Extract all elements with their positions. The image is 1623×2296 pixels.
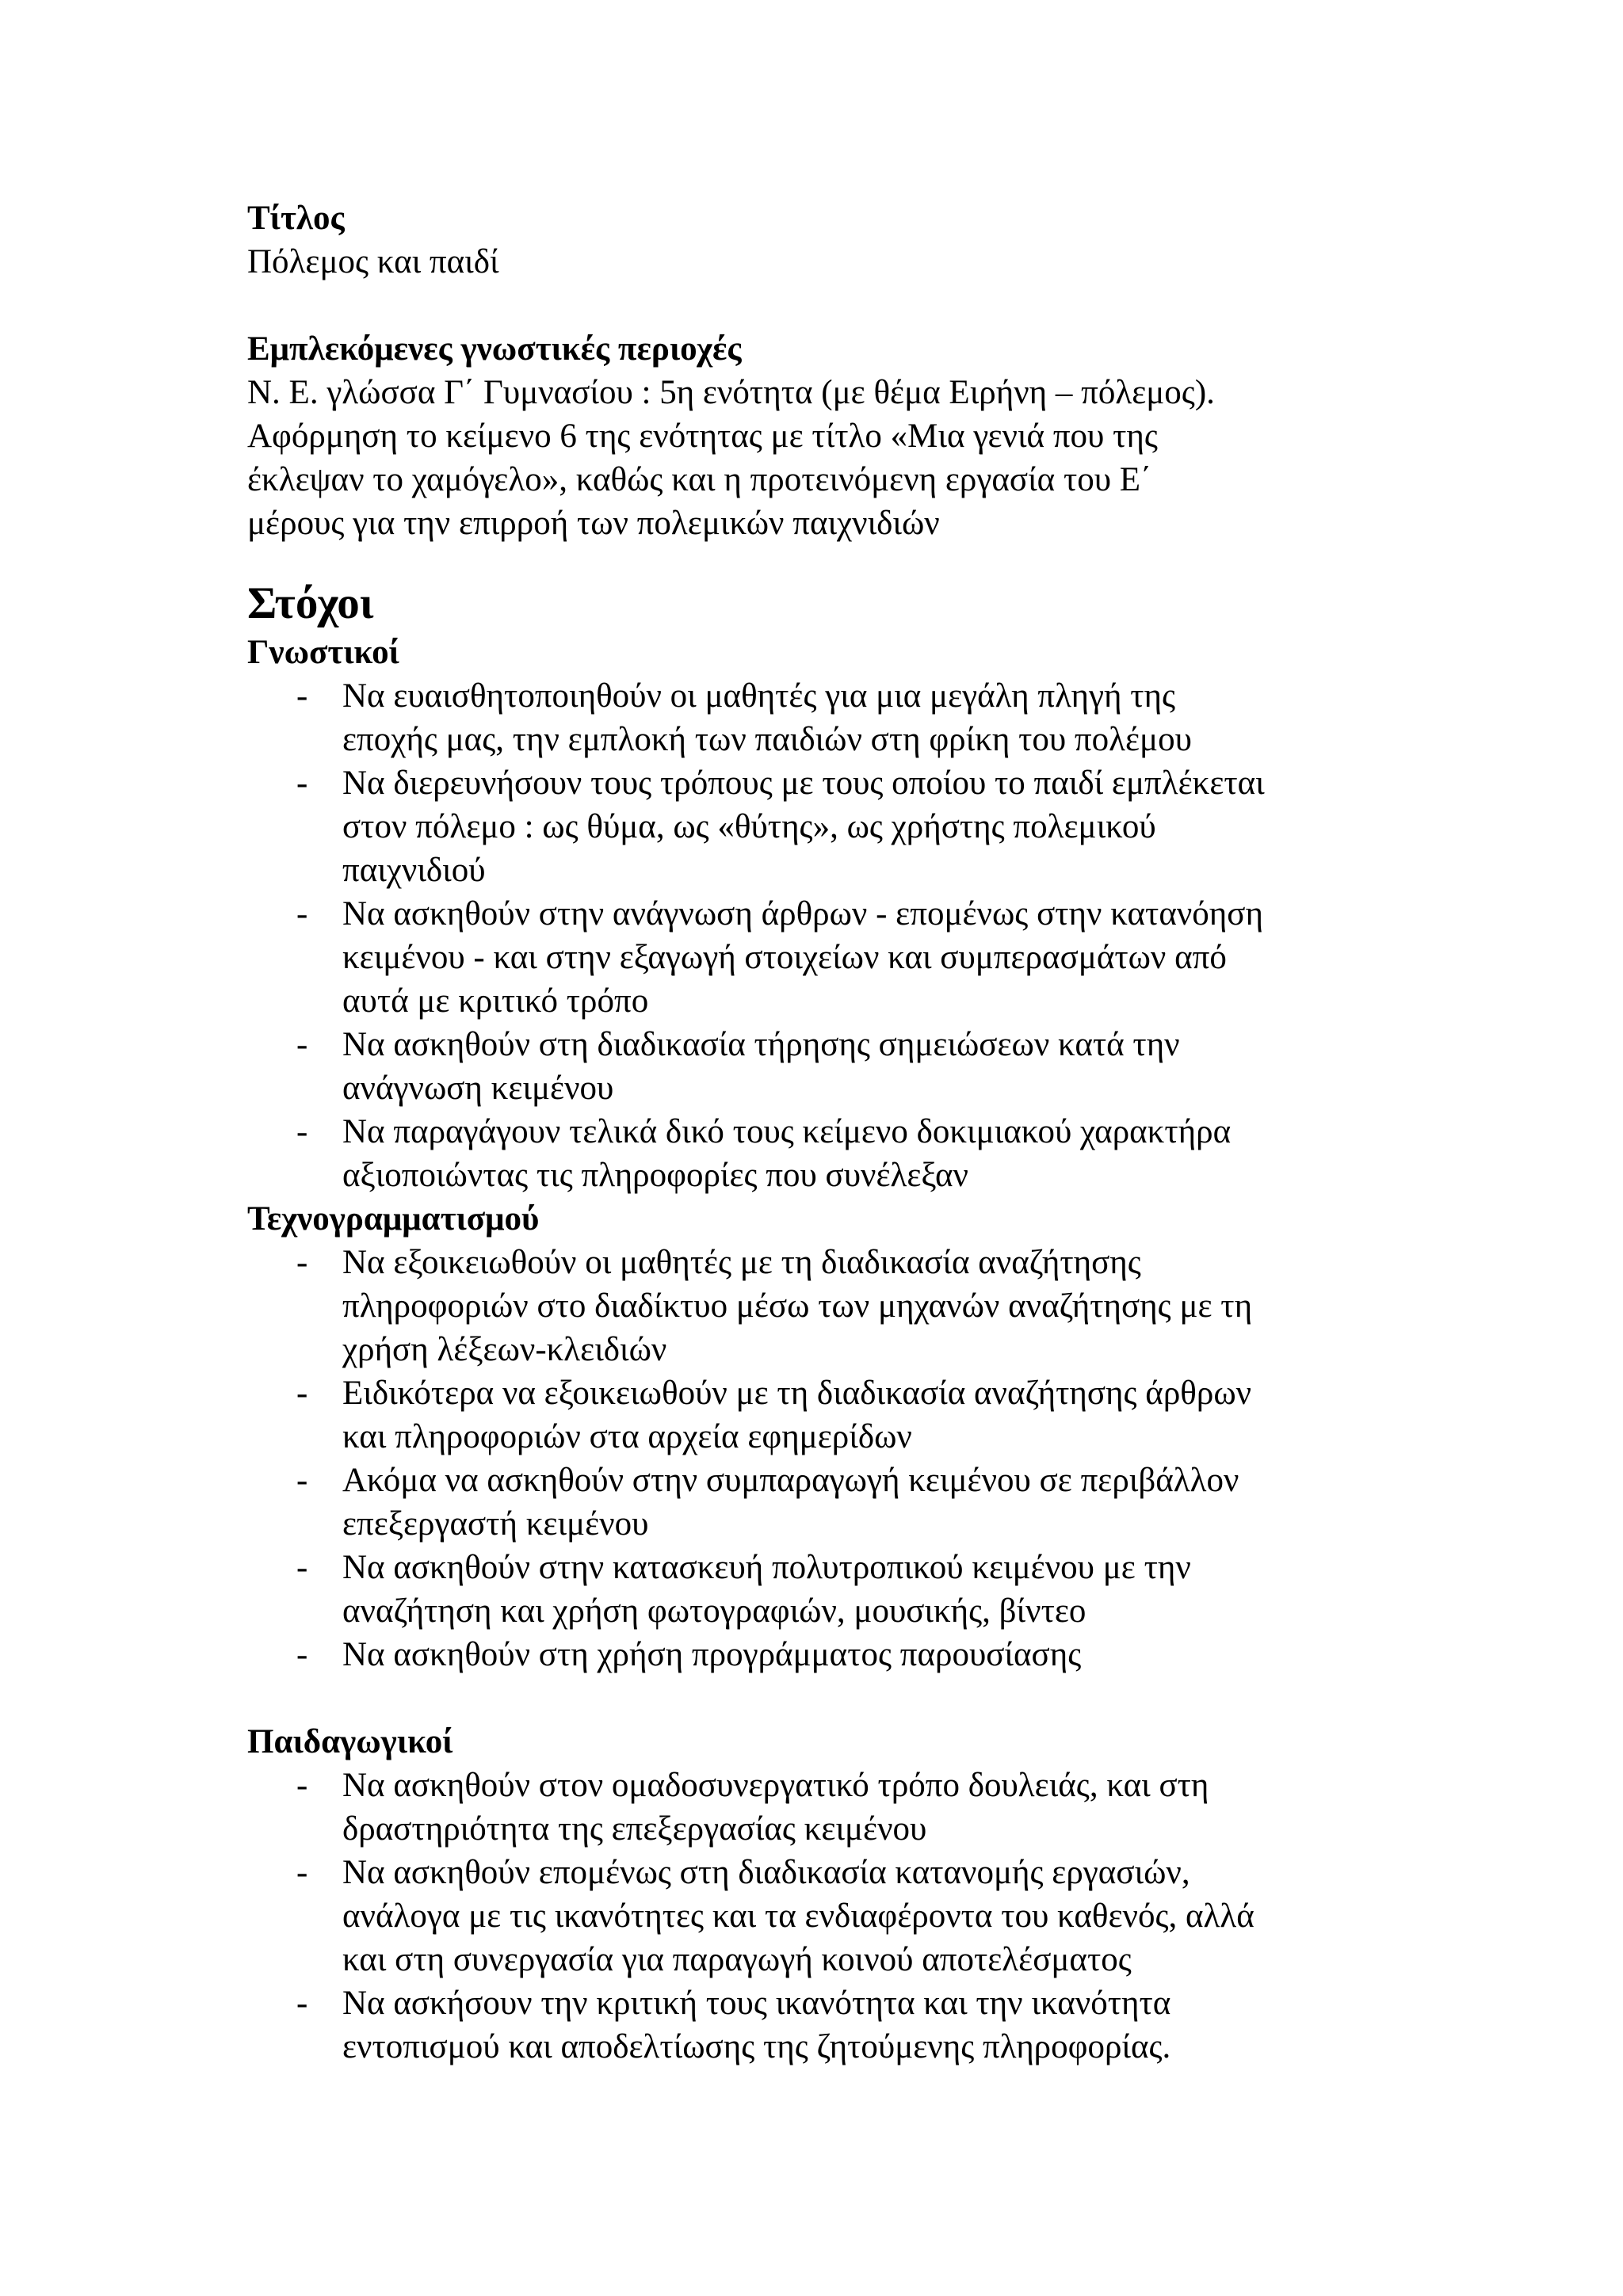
cognitive-heading: Γνωστικοί xyxy=(247,634,400,671)
list-item-line: Να ασκηθούν επομένως στη διαδικασία κατανομής εργασιών, xyxy=(342,1854,1190,1891)
list-item xyxy=(247,892,1436,1023)
dash-bullet: - xyxy=(296,1462,308,1499)
list-item-line: Να ασκηθούν στην κατασκευή πολυτροπικού κειμένου με την xyxy=(342,1549,1191,1586)
list-item-line: Να ασκήσουν την κριτική τους ικανότητα και την ικανότητα xyxy=(342,1985,1171,2022)
list-item-line: επεξεργαστή κειμένου xyxy=(342,1505,649,1543)
list-item xyxy=(247,1110,1436,1197)
dash-bullet: - xyxy=(296,895,308,933)
list-item-line: Να ασκηθούν στη χρήση προγράμματος παρουσίασης xyxy=(342,1636,1082,1673)
list-item-line: Να ασκηθούν στην ανάγνωση άρθρων - επομένως στην κατανόηση xyxy=(342,895,1263,933)
list-item xyxy=(247,761,1436,892)
areas-line: μέρους για την επιρροή των πολεμικών παιχνιδιών xyxy=(247,505,940,542)
list-item-line: Να ασκηθούν στον ομαδοσυνεργατικό τρόπο δουλειάς, και στη xyxy=(342,1767,1209,1804)
list-item-line: παιχνιδιού xyxy=(342,852,486,889)
list-item-line: κειμένου - και στην εξαγωγή στοιχείων και συμπερασμάτων από xyxy=(342,939,1227,976)
cognitive-list xyxy=(247,674,1436,1197)
title-heading: Τίτλος xyxy=(247,200,345,237)
dash-bullet: - xyxy=(296,1767,308,1804)
tech-heading: Τεχνογραμματισμού xyxy=(247,1200,540,1238)
list-item xyxy=(247,1851,1436,1981)
list-item xyxy=(247,1546,1436,1633)
list-item xyxy=(247,1241,1436,1371)
list-item-line: εντοπισμού και αποδελτίωσης της ζητούμενης πληροφορίας. xyxy=(342,2028,1171,2065)
list-item-line: Να παραγάγουν τελικά δικό τους κείμενο δοκιμιακού χαρακτήρα xyxy=(342,1113,1232,1150)
list-item xyxy=(247,1371,1436,1459)
dash-bullet: - xyxy=(296,1026,308,1063)
dash-bullet: - xyxy=(296,1636,308,1673)
pedagogical-list xyxy=(247,1764,1436,2069)
list-item-line: χρήση λέξεων-κλειδιών xyxy=(342,1331,667,1368)
dash-bullet: - xyxy=(296,677,308,715)
list-item-line: και στη συνεργασία για παραγωγή κοινού αποτελέσματος xyxy=(342,1941,1132,1978)
document-content xyxy=(247,196,1436,2069)
list-item-line: δραστηριότητα της επεξεργασίας κειμένου xyxy=(342,1810,927,1848)
list-item-line: αυτά με κριτικό τρόπο xyxy=(342,982,649,1020)
list-item-line: στον πόλεμο : ως θύμα, ως «θύτης», ως χρήστης πολεμικού xyxy=(342,808,1156,845)
dash-bullet: - xyxy=(296,1854,308,1891)
list-item xyxy=(247,1764,1436,1851)
areas-line: έκλεψαν το χαμόγελο», καθώς και η προτεινόμενη εργασία του Ε΄ xyxy=(247,461,1152,498)
title-text: Πόλεμος και παιδί xyxy=(247,243,499,280)
areas-paragraph xyxy=(247,371,1436,545)
dash-bullet: - xyxy=(296,1375,308,1412)
list-item-line: Να ευαισθητοποιηθούν οι μαθητές για μια μεγάλη πληγή της xyxy=(342,677,1176,715)
list-item xyxy=(247,1981,1436,2069)
list-item-line: και πληροφοριών στα αρχεία εφημερίδων xyxy=(342,1418,912,1455)
list-item-line: Να εξοικειωθούν οι μαθητές με τη διαδικασία αναζήτησης xyxy=(342,1244,1141,1281)
list-item xyxy=(247,1633,1436,1676)
list-item-line: εποχής μας, την εμπλοκή των παιδιών στη φρίκη του πολέμου xyxy=(342,721,1192,758)
dash-bullet: - xyxy=(296,1244,308,1281)
dash-bullet: - xyxy=(296,1113,308,1150)
list-item-line: πληροφοριών στο διαδίκτυο μέσω των μηχανών αναζήτησης με τη xyxy=(342,1287,1253,1325)
areas-line: Αφόρμηση το κείμενο 6 της ενότητας με τίτλο «Μια γενιά που της xyxy=(247,418,1158,455)
dash-bullet: - xyxy=(296,765,308,802)
list-item-line: ανάλογα με τις ικανότητες και τα ενδιαφέροντα του καθενός, αλλά xyxy=(342,1897,1254,1935)
list-item xyxy=(247,1459,1436,1546)
list-item-line: αναζήτηση και χρήση φωτογραφιών, μουσικής, βίντεο xyxy=(342,1592,1086,1630)
list-item xyxy=(247,674,1436,761)
list-item-line: αξιοποιώντας τις πληροφορίες που συνέλεξαν xyxy=(342,1157,968,1194)
tech-list xyxy=(247,1241,1436,1676)
list-item-line: Να διερευνήσουν τους τρόπους με τους οποίου το παιδί εμπλέκεται xyxy=(342,765,1265,802)
areas-heading: Εμπλεκόμενες γνωστικές περιοχές xyxy=(247,330,742,368)
areas-line: Ν. Ε. γλώσσα Γ΄ Γυμνασίου : 5η ενότητα (με θέμα Ειρήνη – πόλεμος). xyxy=(247,374,1215,411)
dash-bullet: - xyxy=(296,1549,308,1586)
dash-bullet: - xyxy=(296,1985,308,2022)
list-item-line: ανάγνωση κειμένου xyxy=(342,1070,614,1107)
goals-heading: Στόχοι xyxy=(247,578,374,628)
list-item-line: Ειδικότερα να εξοικειωθούν με τη διαδικασία αναζήτησης άρθρων xyxy=(342,1375,1252,1412)
list-item xyxy=(247,1023,1436,1110)
list-item-line: Να ασκηθούν στη διαδικασία τήρησης σημειώσεων κατά την xyxy=(342,1026,1180,1063)
list-item-line: Ακόμα να ασκηθούν στην συμπαραγωγή κειμένου σε περιβάλλον xyxy=(342,1462,1239,1499)
pedagogical-heading: Παιδαγωγικοί xyxy=(247,1723,453,1760)
